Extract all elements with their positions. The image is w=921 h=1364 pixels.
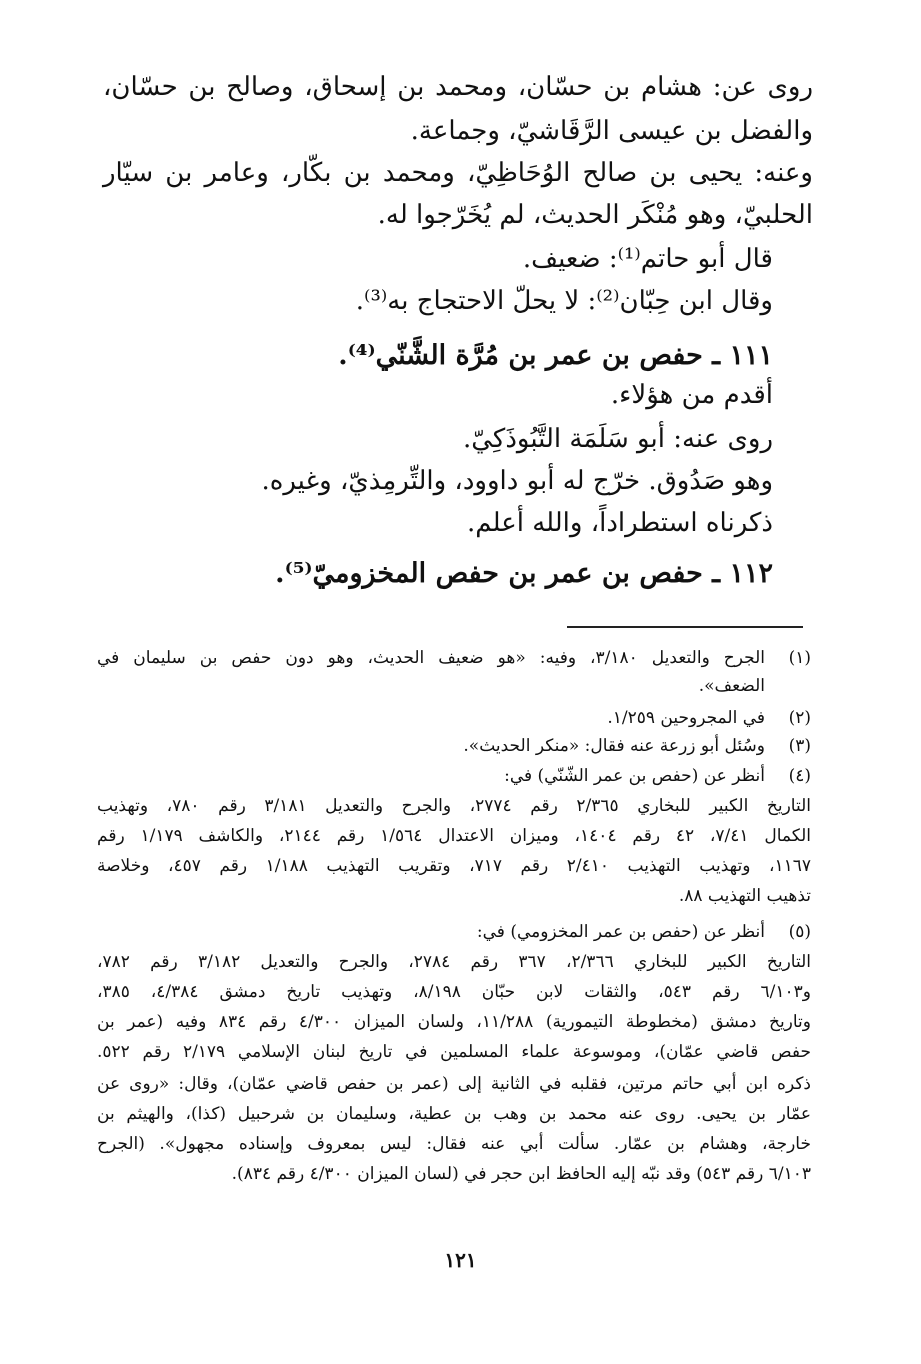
main-line-11: ذكرناه استطراداً، والله أعلم.: [467, 508, 773, 538]
footnote-line: و٦/١٠٣ رقم ٥٤٣، والثقات لابن حبّان ٨/١٩٨، وتهذيب تاريخ دمشق ٤/٣٨٤، ٣٨٥،: [97, 982, 811, 1002]
footnote-line: أنظر عن (حفص بن عمر الشّنّي) في:: [504, 766, 765, 786]
footnote-line: في المجروحين ١/٢٥٩.: [607, 708, 765, 728]
footnote-line: وتاريخ دمشق (مخطوطة التيمورية) ١١/٢٨٨، ولسان الميزان ٤/٣٠٠ رقم ٨٣٤ وفيه (عمر بن: [97, 1012, 812, 1032]
footnote-line: ذكره ابن أبي حاتم مرتين، فقلبه في الثانية إلى (عمر بن حفص قاضي عمّان)، وقال: «روى عن: [97, 1074, 811, 1094]
footnote-line: ٦/١٠٣ رقم ٥٤٣) وقد نبّه إليه الحافظ ابن حجر في (لسان الميزان ٤/٣٠٠ رقم ٨٣٤).: [231, 1164, 811, 1184]
footnote-line: الجرح والتعديل ٣/١٨٠، وفيه: «هو ضعيف الحديث، وهو دون حفص بن سليمان في: [97, 648, 765, 668]
entry-heading-111: ١١١ ـ حفص بن عمر بن مُرَّة الشَّنّي⁽⁴⁾.: [338, 340, 773, 371]
entry-heading-112: ١١٢ ـ حفص بن عمر بن حفص المخزوميّ⁽⁵⁾.: [275, 558, 773, 589]
footnote-line: أنظر عن (حفص بن عمر المخزومي) في:: [476, 922, 765, 942]
main-line-8: أقدم من هؤلاء.: [610, 380, 773, 410]
footnote-separator: [567, 626, 803, 628]
footnote-line: وسُئل أبو زرعة عنه فقال: «منكر الحديث».: [463, 736, 765, 756]
main-line-9: روى عنه: أبو سَلَمَة التَّبُوذَكِيّ.: [463, 424, 773, 454]
main-line-6: وقال ابن حِبّان⁽²⁾: لا يحلّ الاحتجاج به⁽³⁾.: [355, 286, 773, 316]
footnote-line: خارجة، وهشام بن عمّار. سألت أبي عنه فقال: ليس بمعروف وإسناده مجهول». (الجرح: [97, 1134, 811, 1154]
footnote-line: حفص قاضي عمّان)، وموسوعة علماء المسلمين في تاريخ لبنان الإسلامي ٢/١٧٩ رقم ٥٢٢.: [97, 1042, 811, 1062]
main-line-10: وهو صَدُوق. خرّج له أبو داوود، والتِّرمِذيّ، وغيره.: [261, 466, 773, 496]
footnote-number-3: (٣): [788, 736, 811, 756]
page-number: ١٢١: [444, 1248, 477, 1272]
footnote-number-5: (٥): [788, 922, 811, 942]
main-line-5: قال أبو حاتم⁽¹⁾: ضعيف.: [522, 244, 773, 274]
main-line-2: والفضل بن عيسى الرَّقَاشيّ، وجماعة.: [410, 116, 813, 146]
footnote-number-1: (١): [788, 648, 811, 668]
main-line-4: الحلبيّ، وهو مُنْكَر الحديث، لم يُخَرّجوا له.: [377, 200, 813, 230]
footnote-line: ١١٦٧، وتهذيب التهذيب ٢/٤١٠ رقم ٧١٧، وتقريب التهذيب ١/١٨٨ رقم ٤٥٧، وخلاصة: [97, 856, 811, 876]
main-line-1: روى عن: هشام بن حسّان، ومحمد بن إسحاق، وصالح بن حسّان،: [103, 72, 813, 102]
footnote-line: تذهيب التهذيب ٨٨.: [678, 886, 811, 906]
footnote-line: عمّار بن يحيى. روى عنه محمد بن وهب بن عطية، وسليمان بن شرحبيل (كذا)، والهيثم بن: [97, 1104, 811, 1124]
footnote-number-2: (٢): [788, 708, 811, 728]
footnote-number-4: (٤): [788, 766, 811, 786]
footnote-line: التاريخ الكبير للبخاري ٢/٣٦٦، ٣٦٧ رقم ٢٧٨٤، والجرح والتعديل ٣/١٨٢ رقم ٧٨٢،: [97, 952, 811, 972]
footnote-line: التاريخ الكبير للبخاري ٢/٣٦٥ رقم ٢٧٧٤، والجرح والتعديل ٣/١٨١ رقم ٧٨٠، وتهذيب: [97, 796, 811, 816]
footnote-line: الكمال ٧/٤١، ٤٢ رقم ١٤٠٤، وميزان الاعتدال ١/٥٦٤ رقم ٢١٤٤، والكاشف ١/١٧٩ رقم: [97, 826, 811, 846]
footnote-line: الضعف».: [698, 676, 765, 696]
main-line-3: وعنه: يحيى بن صالح الوُحَاظِيّ، ومحمد بن بكّار، وعامر بن سيّار: [103, 158, 813, 188]
